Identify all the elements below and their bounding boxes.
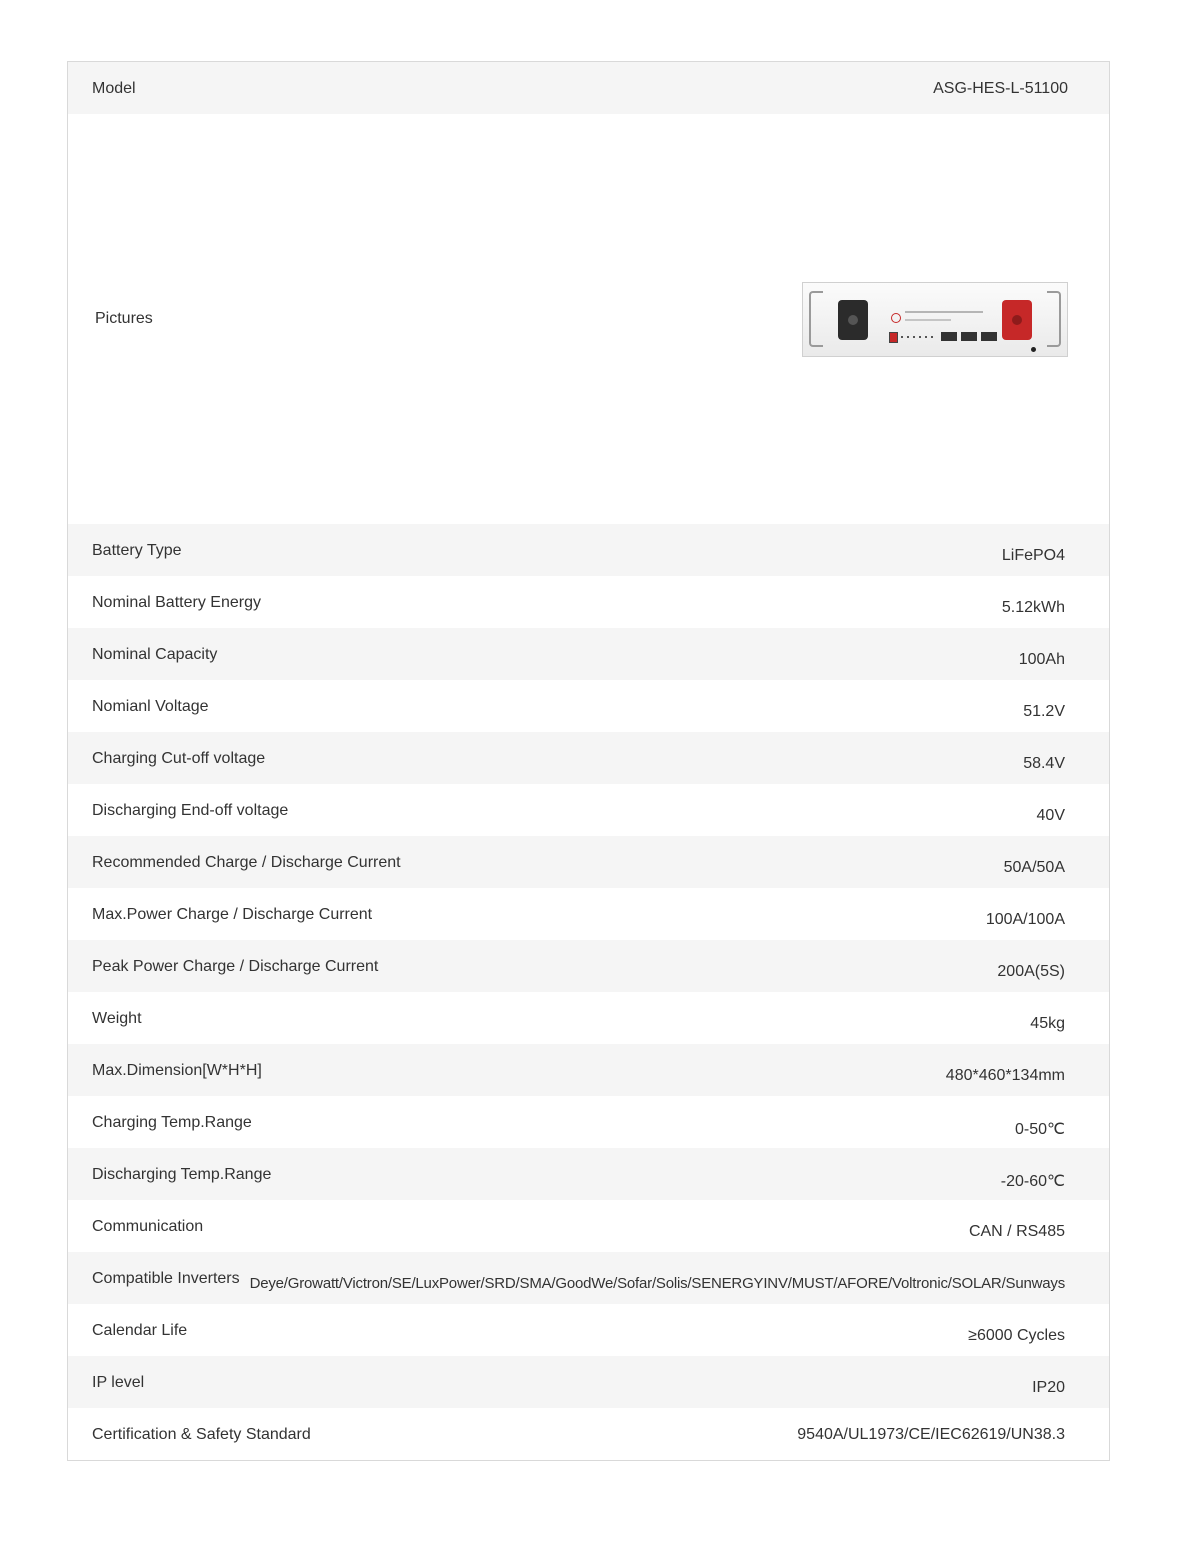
spec-row-pictures bbox=[68, 114, 1109, 524]
spec-value: LiFePO4 bbox=[1001, 547, 1065, 564]
spec-value: 51.2V bbox=[1023, 703, 1065, 720]
spec-label: Compatible Inverters bbox=[92, 1270, 240, 1287]
spec-row bbox=[68, 1408, 1109, 1460]
spec-row bbox=[68, 888, 1109, 940]
panel-label-line bbox=[905, 311, 983, 313]
spec-label: Discharging Temp.Range bbox=[92, 1166, 272, 1183]
power-switch-icon bbox=[889, 332, 898, 343]
spec-label: Nomianl Voltage bbox=[92, 698, 209, 715]
spec-row bbox=[68, 680, 1109, 732]
spec-value: 200A(5S) bbox=[997, 963, 1065, 980]
spec-value: 5.12kWh bbox=[1001, 599, 1065, 616]
spec-value: 58.4V bbox=[1023, 755, 1065, 772]
spec-label: Calendar Life bbox=[92, 1322, 188, 1339]
spec-value: -20-60℃ bbox=[1000, 1173, 1065, 1190]
spec-value: ≥6000 Cycles bbox=[968, 1327, 1065, 1344]
spec-value: 0-50℃ bbox=[1015, 1121, 1065, 1138]
comm-port-icon bbox=[961, 332, 977, 341]
spec-row bbox=[68, 1148, 1109, 1200]
spec-label: Nominal Capacity bbox=[92, 646, 218, 663]
spec-row bbox=[68, 1044, 1109, 1096]
spec-row bbox=[68, 576, 1109, 628]
spec-label: Peak Power Charge / Discharge Current bbox=[92, 958, 379, 975]
spec-row bbox=[68, 1096, 1109, 1148]
spec-value: CAN / RS485 bbox=[968, 1223, 1065, 1240]
spec-row bbox=[68, 1252, 1109, 1304]
spec-value: 45kg bbox=[1030, 1015, 1065, 1032]
spec-value: IP20 bbox=[1032, 1379, 1065, 1396]
right-handle-icon bbox=[1047, 291, 1061, 347]
spec-label: IP level bbox=[92, 1374, 145, 1391]
spec-label: Discharging End-off voltage bbox=[92, 802, 289, 819]
spec-value: Deye/Growatt/Victron/SE/LuxPower/SRD/SMA/GoodWe/Sofar/Solis/SENERGYINV/MUST/AFORE/Voltronic/SOLAR/Sunways bbox=[249, 1275, 1065, 1292]
spec-row bbox=[68, 940, 1109, 992]
negative-terminal-icon bbox=[838, 300, 868, 340]
spec-value: 480*460*134mm bbox=[945, 1067, 1065, 1084]
spec-row bbox=[68, 836, 1109, 888]
spec-label: Nominal Battery Energy bbox=[92, 594, 261, 611]
spec-label: Recommended Charge / Discharge Current bbox=[92, 854, 401, 871]
spec-value: 50A/50A bbox=[1003, 859, 1065, 876]
left-handle-icon bbox=[809, 291, 823, 347]
spec-row bbox=[68, 732, 1109, 784]
spec-table bbox=[67, 61, 1110, 1461]
comm-port-icon bbox=[941, 332, 957, 341]
spec-row bbox=[68, 784, 1109, 836]
panel-label-line bbox=[905, 319, 951, 321]
spec-label: Certification & Safety Standard bbox=[92, 1426, 311, 1443]
battery-module-image bbox=[802, 282, 1068, 357]
spec-label: Max.Dimension[W*H*H] bbox=[92, 1062, 262, 1079]
spec-label: Charging Temp.Range bbox=[92, 1114, 252, 1131]
reset-button-icon bbox=[1031, 347, 1036, 352]
spec-row bbox=[68, 1200, 1109, 1252]
spec-label: Pictures bbox=[95, 310, 153, 327]
spec-label: Model bbox=[92, 80, 136, 97]
spec-label: Charging Cut-off voltage bbox=[92, 750, 266, 767]
spec-row bbox=[68, 1304, 1109, 1356]
spec-row bbox=[68, 524, 1109, 576]
spec-value: 40V bbox=[1036, 807, 1065, 824]
spec-row bbox=[68, 992, 1109, 1044]
spec-row-model bbox=[68, 62, 1109, 114]
spec-row bbox=[68, 628, 1109, 680]
spec-label: Max.Power Charge / Discharge Current bbox=[92, 906, 373, 923]
spec-label: Communication bbox=[92, 1218, 204, 1235]
spec-label: Battery Type bbox=[92, 542, 182, 559]
spec-row bbox=[68, 1356, 1109, 1408]
status-led-icon bbox=[901, 336, 935, 338]
brand-logo-icon bbox=[891, 313, 901, 323]
positive-terminal-icon bbox=[1002, 300, 1032, 340]
comm-port-icon bbox=[981, 332, 997, 341]
spec-value: ASG-HES-L-51100 bbox=[933, 80, 1068, 97]
spec-label: Weight bbox=[92, 1010, 142, 1027]
spec-value: 100Ah bbox=[1018, 651, 1065, 668]
spec-value: 9540A/UL1973/CE/IEC62619/UN38.3 bbox=[797, 1426, 1065, 1443]
spec-value: 100A/100A bbox=[985, 911, 1065, 928]
